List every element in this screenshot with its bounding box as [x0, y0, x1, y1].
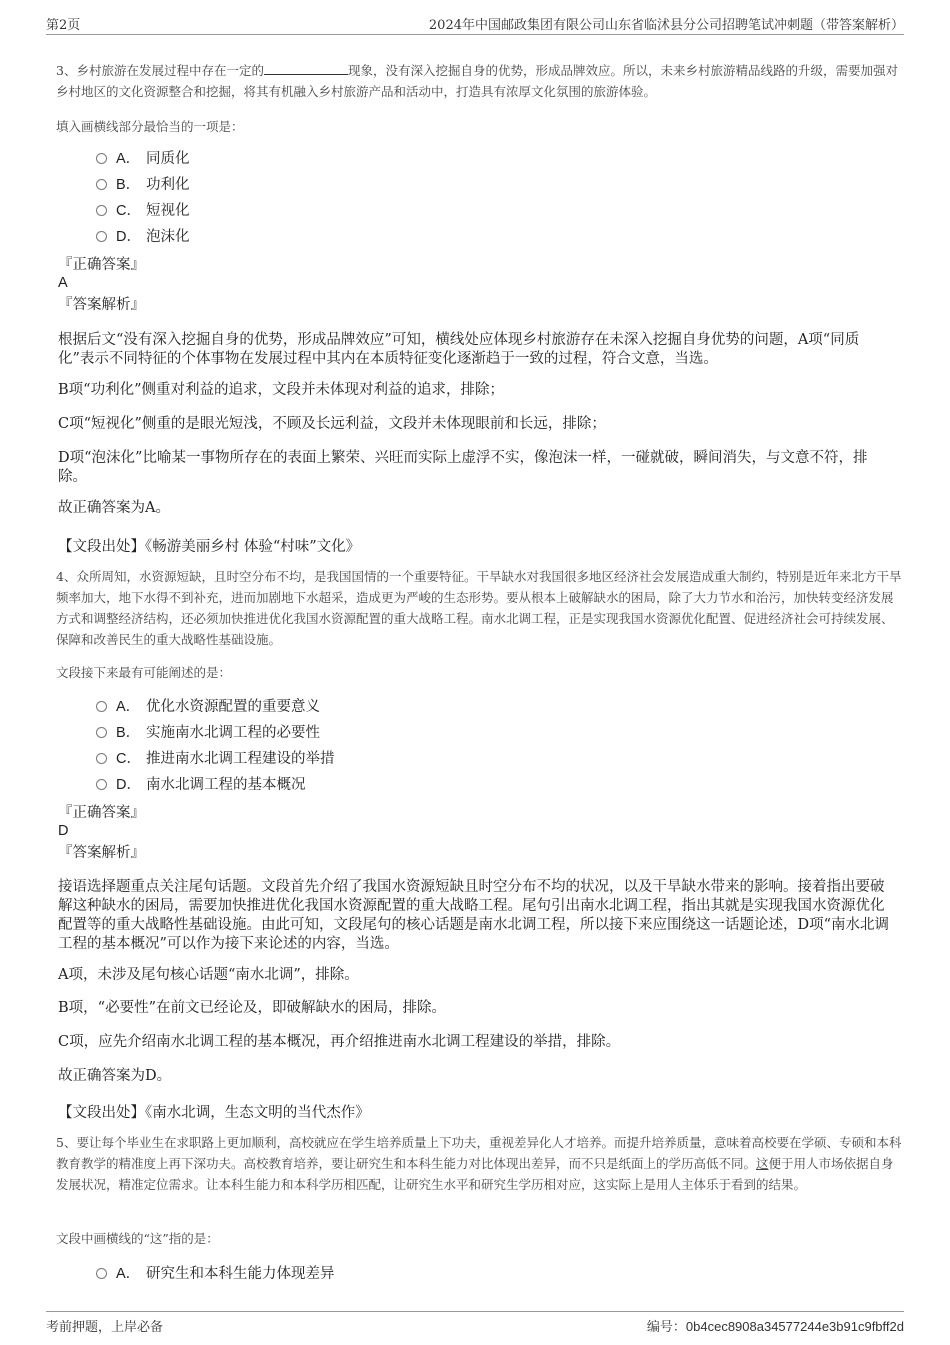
document-title: 2024年中国邮政集团有限公司山东省临沭县分公司招聘笔试冲刺题（带答案解析） [428, 18, 904, 33]
q4-option-a[interactable]: A． 优化水资源配置的重要意义 [96, 697, 320, 717]
analysis-paragraph: A项，未涉及尾句核心话题“南水北调”，排除。 [58, 967, 359, 983]
page-number: 第2页 [46, 18, 81, 33]
answer-label: 『正确答案』 [58, 257, 145, 273]
q5-option-a[interactable]: A． 研究生和本科生能力体现差异 [96, 1264, 335, 1284]
q3-option-a[interactable]: A． 同质化 [96, 149, 190, 169]
correct-answer: D [58, 823, 69, 839]
radio-icon[interactable] [96, 727, 107, 738]
radio-icon[interactable] [96, 231, 107, 242]
analysis-conclusion: 故正确答案为D。 [58, 1068, 172, 1084]
analysis-label: 『答案解析』 [58, 845, 145, 861]
answer-label: 『正确答案』 [58, 805, 145, 821]
radio-icon[interactable] [96, 205, 107, 216]
q3-option-c[interactable]: C． 短视化 [96, 201, 190, 221]
page-footer [46, 1311, 904, 1334]
analysis-paragraph: D项“泡沫化”比喻某一事物所存在的表面上繁荣、兴旺而实际上虚浮不实，像泡沫一样，一碰就破，瞬间消失，与文意不符，排除。 [58, 450, 868, 485]
question-5-stem: 5、要让每个毕业生在求职路上更加顺利，高校就应在学生培养质量上下功夫，重视差异化人才培养。而提升培养质量，意味着高校要在学硕、专硕和本科教育教学的精准度上再下深功夫。高校教育培养，要让研究生和本科生能力对比体现出差异，而不只是纸面上的学历高低不同。这便于用人市场依据自身发展状况，精准定位需求。让本科生能力和本科学历相匹配，让研究生水平和研究生学历相对应，这实际上是用人主体乐于看到的结果。 [56, 1135, 902, 1192]
underlined-word: 这 [756, 1156, 769, 1171]
question-3-stem: 3、乡村旅游在发展过程中存在一定的 现象，没有深入挖掘自身的优势，形成品牌效应。所以，未来乡村旅游精品线路的升级，需要加强对乡村地区的文化资源整合和挖掘，将其有机融入乡村旅游产品和活动中，打造具有浓厚文化氛围的旅游体验。 [56, 63, 898, 99]
document-code: 编号：0b4cec8908a34577244e3b91c9fbff2d [646, 1319, 904, 1335]
q4-option-b[interactable]: B． 实施南水北调工程的必要性 [96, 723, 320, 743]
q3-option-b[interactable]: B． 功利化 [96, 175, 190, 195]
question-4-prompt: 文段接下来最有可能阐述的是： [56, 665, 232, 680]
fill-blank [264, 62, 348, 75]
question-4-stem: 4、众所周知，水资源短缺，且时空分布不均，是我国国情的一个重要特征。干旱缺水对我国很多地区经济社会发展造成重大制约，特别是近年来北方干旱频率加大，地下水得不到补充，进而加剧地下水超采，造成更为严峻的生态形势。要从根本上破解缺水的困局，除了大力节水和治污，加快转变经济发展方式和调整经济结构，还必须加快推进优化我国水资源配置的重大战略工程。南水北调工程，正是实现我国水资源优化配置、促进经济社会可持续发展、保障和改善民生的重大战略性基础设施。 [56, 569, 902, 647]
analysis-paragraph: B项，“必要性”在前文已经论及，即破解缺水的困局，排除。 [58, 1000, 446, 1016]
analysis-label: 『答案解析』 [58, 297, 145, 313]
question-3-prompt: 填入画横线部分最恰当的一项是： [56, 119, 244, 134]
correct-answer: A [58, 275, 68, 291]
analysis-paragraph: C项，应先介绍南水北调工程的基本概况，再介绍推进南水北调工程建设的举措，排除。 [58, 1034, 621, 1050]
radio-icon[interactable] [96, 753, 107, 764]
analysis-paragraph: C项“短视化”侧重的是眼光短浅，不顾及长远利益，文段并未体现眼前和长远，排除； [58, 416, 606, 432]
radio-icon[interactable] [96, 1268, 107, 1279]
passage-source: 【文段出处】《南水北调，生态文明的当代杰作》 [58, 1105, 370, 1121]
analysis-paragraph: 接语选择题重点关注尾句话题。文段首先介绍了我国水资源短缺且时空分布不均的状况，以及干旱缺水带来的影响。接着指出要破解这种缺水的困局，需要加快推进优化我国水资源配置的重大战略工程。尾句引出南水北调工程，指出其就是实现我国水资源优化配置等的重大战略性基础设施。由此可知，文段尾句的核心话题是南水北调工程，所以接下来应围绕这一话题论述，D项“南水北调工程的基本概况”可以作为接下来论述的内容，当选。 [58, 879, 890, 952]
page-header [46, 14, 904, 35]
q4-option-c[interactable]: C． 推进南水北调工程建设的举措 [96, 749, 335, 769]
radio-icon[interactable] [96, 701, 107, 712]
passage-source: 【文段出处】《畅游美丽乡村 体验“村味”文化》 [58, 539, 361, 555]
footer-slogan: 考前押题，上岸必备 [46, 1320, 164, 1335]
q4-option-d[interactable]: D． 南水北调工程的基本概况 [96, 775, 306, 795]
radio-icon[interactable] [96, 779, 107, 790]
analysis-conclusion: 故正确答案为A。 [58, 500, 170, 516]
radio-icon[interactable] [96, 153, 107, 164]
analysis-paragraph: 根据后文“没有深入挖掘自身的优势，形成品牌效应”可知，横线处应体现乡村旅游存在未深入挖掘自身优势的问题，A项“同质化”表示不同特征的个体事物在发展过程中其内在本质特征变化逐渐趋于一致的过程，符合文意，当选。 [58, 332, 860, 367]
question-5-prompt: 文段中画横线的“这”指的是： [56, 1231, 219, 1246]
radio-icon[interactable] [96, 179, 107, 190]
q3-option-d[interactable]: D． 泡沫化 [96, 227, 190, 247]
analysis-paragraph: B项“功利化”侧重对利益的追求，文段并未体现对利益的追求，排除； [58, 382, 504, 398]
